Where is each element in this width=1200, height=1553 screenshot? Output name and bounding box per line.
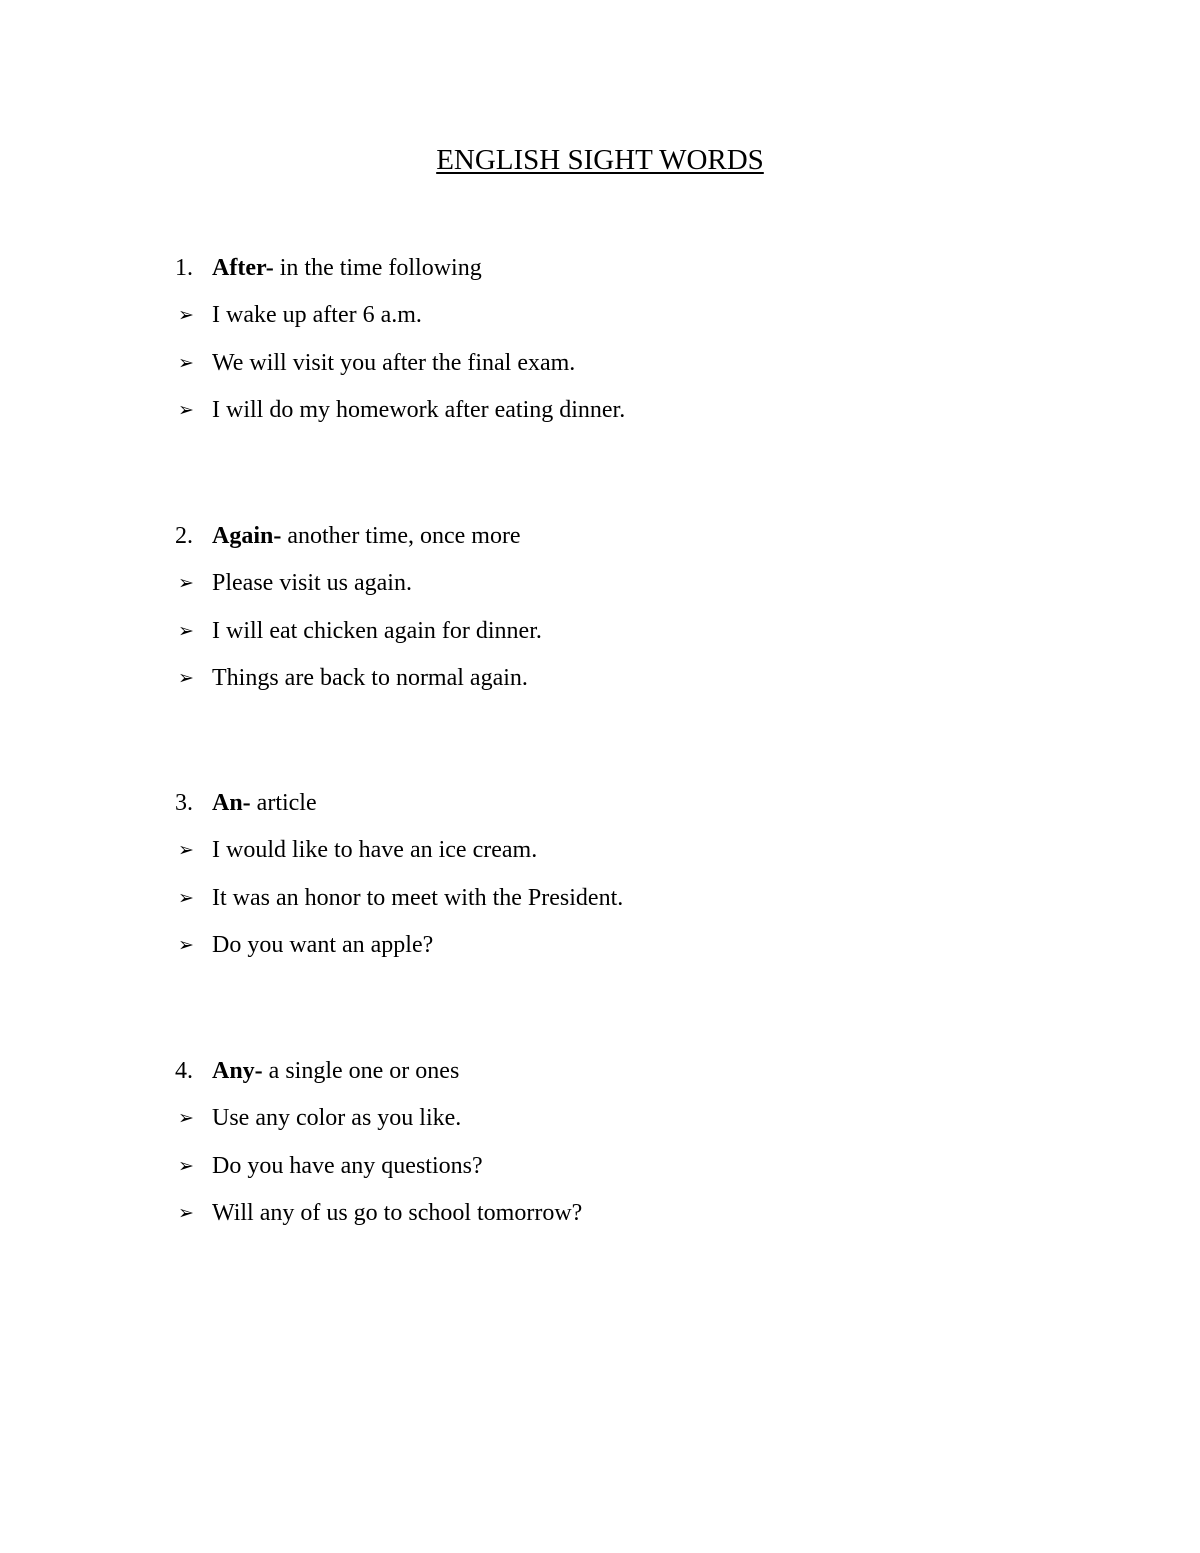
sight-word-section (0, 521, 1200, 710)
example-sentence (0, 568, 1200, 615)
arrow-bullet-icon: ➢ (178, 1107, 194, 1130)
arrow-bullet-icon: ➢ (178, 572, 194, 595)
arrow-bullet-icon: ➢ (178, 933, 194, 956)
sight-word: An- (212, 790, 251, 816)
example-text: I will do my homework after eating dinner. (212, 396, 626, 423)
example-sentence (0, 300, 1200, 347)
example-sentence (0, 1198, 1200, 1245)
sight-word-section (0, 1056, 1200, 1245)
example-sentence (0, 395, 1200, 442)
sight-word-heading (0, 1056, 1200, 1103)
example-sentence (0, 616, 1200, 663)
sight-word: Any- (212, 1058, 263, 1084)
arrow-bullet-icon: ➢ (178, 666, 194, 689)
example-sentence (0, 835, 1200, 882)
example-text: I wake up after 6 a.m. (212, 302, 422, 329)
sight-word: After- (212, 255, 274, 281)
example-text: Things are back to normal again. (212, 664, 528, 691)
example-text: Do you want an apple? (212, 931, 434, 958)
section-number: 3. (175, 790, 193, 816)
sight-word-definition: a single one or ones (262, 1058, 460, 1084)
example-text: I would like to have an ice cream. (212, 837, 538, 864)
example-text: I will eat chicken again for dinner. (212, 617, 542, 644)
arrow-bullet-icon: ➢ (178, 839, 194, 862)
sight-word-definition: article (250, 790, 317, 816)
example-sentence (0, 1151, 1200, 1198)
arrow-bullet-icon: ➢ (178, 304, 194, 327)
sight-word-section (0, 253, 1200, 442)
example-text: It was an honor to meet with the President. (212, 884, 624, 911)
example-sentence (0, 348, 1200, 395)
arrow-bullet-icon: ➢ (178, 351, 194, 374)
example-sentence (0, 663, 1200, 710)
arrow-bullet-icon: ➢ (178, 398, 194, 421)
example-text: Use any color as you like. (212, 1105, 462, 1132)
sight-word-heading (0, 788, 1200, 835)
sight-word-section (0, 788, 1200, 977)
sight-word-heading (0, 253, 1200, 300)
example-sentence (0, 930, 1200, 977)
sight-word-definition: another time, once more (281, 523, 521, 549)
arrow-bullet-icon: ➢ (178, 1201, 194, 1224)
example-sentence (0, 1103, 1200, 1150)
example-sentence (0, 883, 1200, 930)
sight-word: Again- (212, 523, 282, 549)
example-text: Please visit us again. (212, 570, 412, 597)
arrow-bullet-icon: ➢ (178, 619, 194, 642)
section-number: 4. (175, 1058, 193, 1084)
example-text: Do you have any questions? (212, 1152, 483, 1179)
arrow-bullet-icon: ➢ (178, 886, 194, 909)
example-text: We will visit you after the final exam. (212, 349, 576, 376)
sight-word-heading (0, 521, 1200, 568)
section-number: 1. (175, 255, 193, 281)
arrow-bullet-icon: ➢ (178, 1154, 194, 1177)
section-number: 2. (175, 523, 193, 549)
example-text: Will any of us go to school tomorrow? (212, 1199, 583, 1226)
sight-word-definition: in the time following (273, 255, 482, 281)
page-title: ENGLISH SIGHT WORDS (436, 144, 764, 176)
